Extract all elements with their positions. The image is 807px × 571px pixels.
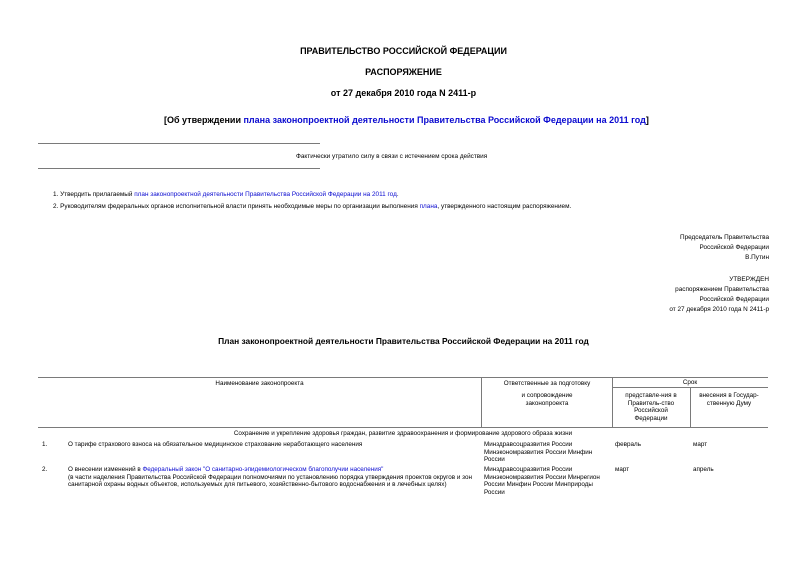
item-2-prefix: 2. Руководителям федеральных органов исполнительной власти принять необходимые меры по организации выполнения xyxy=(53,203,420,210)
divider-top xyxy=(38,143,320,144)
col-header-resp-2: и сопровождение законопроекта xyxy=(521,392,573,407)
item-1-suffix: . xyxy=(396,191,399,198)
approval-line-4: от 27 декабря 2010 года N 2411-р xyxy=(669,306,769,313)
col-divider-3 xyxy=(690,387,691,427)
row-2-duma: апрель xyxy=(693,466,714,473)
divider-bottom xyxy=(38,168,320,169)
item-2 xyxy=(53,203,571,210)
signature-line-1: Председатель Правительства xyxy=(680,234,769,241)
document-type: РАСПОРЯЖЕНИЕ xyxy=(365,67,442,77)
status-note: Фактически утратило силу в связи с истечением срока действия xyxy=(296,153,488,160)
col-header-name: Наименование законопроекта xyxy=(215,380,304,387)
row-1-resp: Минздравсоцразвития России Минэкономразвития России Минфин России xyxy=(484,441,593,464)
item-1 xyxy=(53,191,399,198)
row-2-name xyxy=(68,466,478,489)
signature-line-3: В.Путин xyxy=(745,254,769,261)
row-1-name: О тарифе страхового взноса на обязательное медицинское страхование неработающего населения xyxy=(68,441,363,448)
signature-line-2: Российской Федерации xyxy=(699,244,769,251)
title-prefix: [Об утверждении xyxy=(164,115,244,125)
document-title xyxy=(164,115,649,125)
title-link[interactable]: плана законопроектной деятельности Правительства Российской Федерации на 2011 год xyxy=(243,115,646,125)
approval-line-3: Российской Федерации xyxy=(699,296,769,303)
item-2-suffix: , утвержденного настоящим распоряжением. xyxy=(437,203,572,210)
table-header-bottom xyxy=(38,427,768,428)
row-2-name-prefix: О внесении изменений в xyxy=(68,466,143,473)
col-header-term-gov: представле-ния в Правитель-ство Российской Федерации xyxy=(625,392,677,422)
row-1-num: 1. xyxy=(42,441,48,448)
col-header-resp-1: Ответственные за подготовку xyxy=(503,380,591,387)
row-2-name-link[interactable]: Федеральный закон "О санитарно-эпидемиологическом благополучии населения" xyxy=(142,466,384,473)
col-header-term-duma: внесения в Государ-ственную Думу xyxy=(699,392,759,407)
item-1-prefix: 1. Утвердить прилагаемый xyxy=(53,191,135,198)
col-divider-1 xyxy=(481,377,482,427)
table-section: Сохранение и укрепление здоровья граждан, развитие здравоохранения и формирование здорового образа жизни xyxy=(233,430,573,437)
item-1-link[interactable]: план законопроектной деятельности Правительства Российской Федерации на 2011 год xyxy=(134,191,397,198)
row-2-name-note: (в части наделения Правительства Российской Федерации полномочиями по установлению порядка утверждения проектов округов и зон санитарной охраны водных объектов, используемых для питьевого, хозяйственно-бытового водоснабжения и в лечебных целях) xyxy=(68,473,472,489)
col-header-term: Срок xyxy=(682,379,698,386)
row-2-gov: март xyxy=(615,466,630,473)
government-name: ПРАВИТЕЛЬСТВО РОССИЙСКОЙ ФЕДЕРАЦИИ xyxy=(300,46,507,56)
approval-line-2: распоряжением Правительства xyxy=(675,286,769,293)
document-date-number: от 27 декабря 2010 года N 2411-р xyxy=(330,88,477,98)
table-top-border xyxy=(38,377,768,378)
row-2-resp: Минздравсоцразвития России Минэкономразвития России Минрегион России Минфин России Минприроды России xyxy=(484,466,600,496)
row-2-num: 2. xyxy=(42,466,48,473)
item-2-link[interactable]: плана xyxy=(419,203,438,210)
row-1-duma: март xyxy=(693,441,708,448)
approval-line-1: УТВЕРЖДЕН xyxy=(729,276,769,283)
title-suffix: ] xyxy=(645,115,649,125)
plan-title: План законопроектной деятельности Правительства Российской Федерации на 2011 год xyxy=(218,336,589,346)
row-1-gov: февраль xyxy=(615,441,641,448)
